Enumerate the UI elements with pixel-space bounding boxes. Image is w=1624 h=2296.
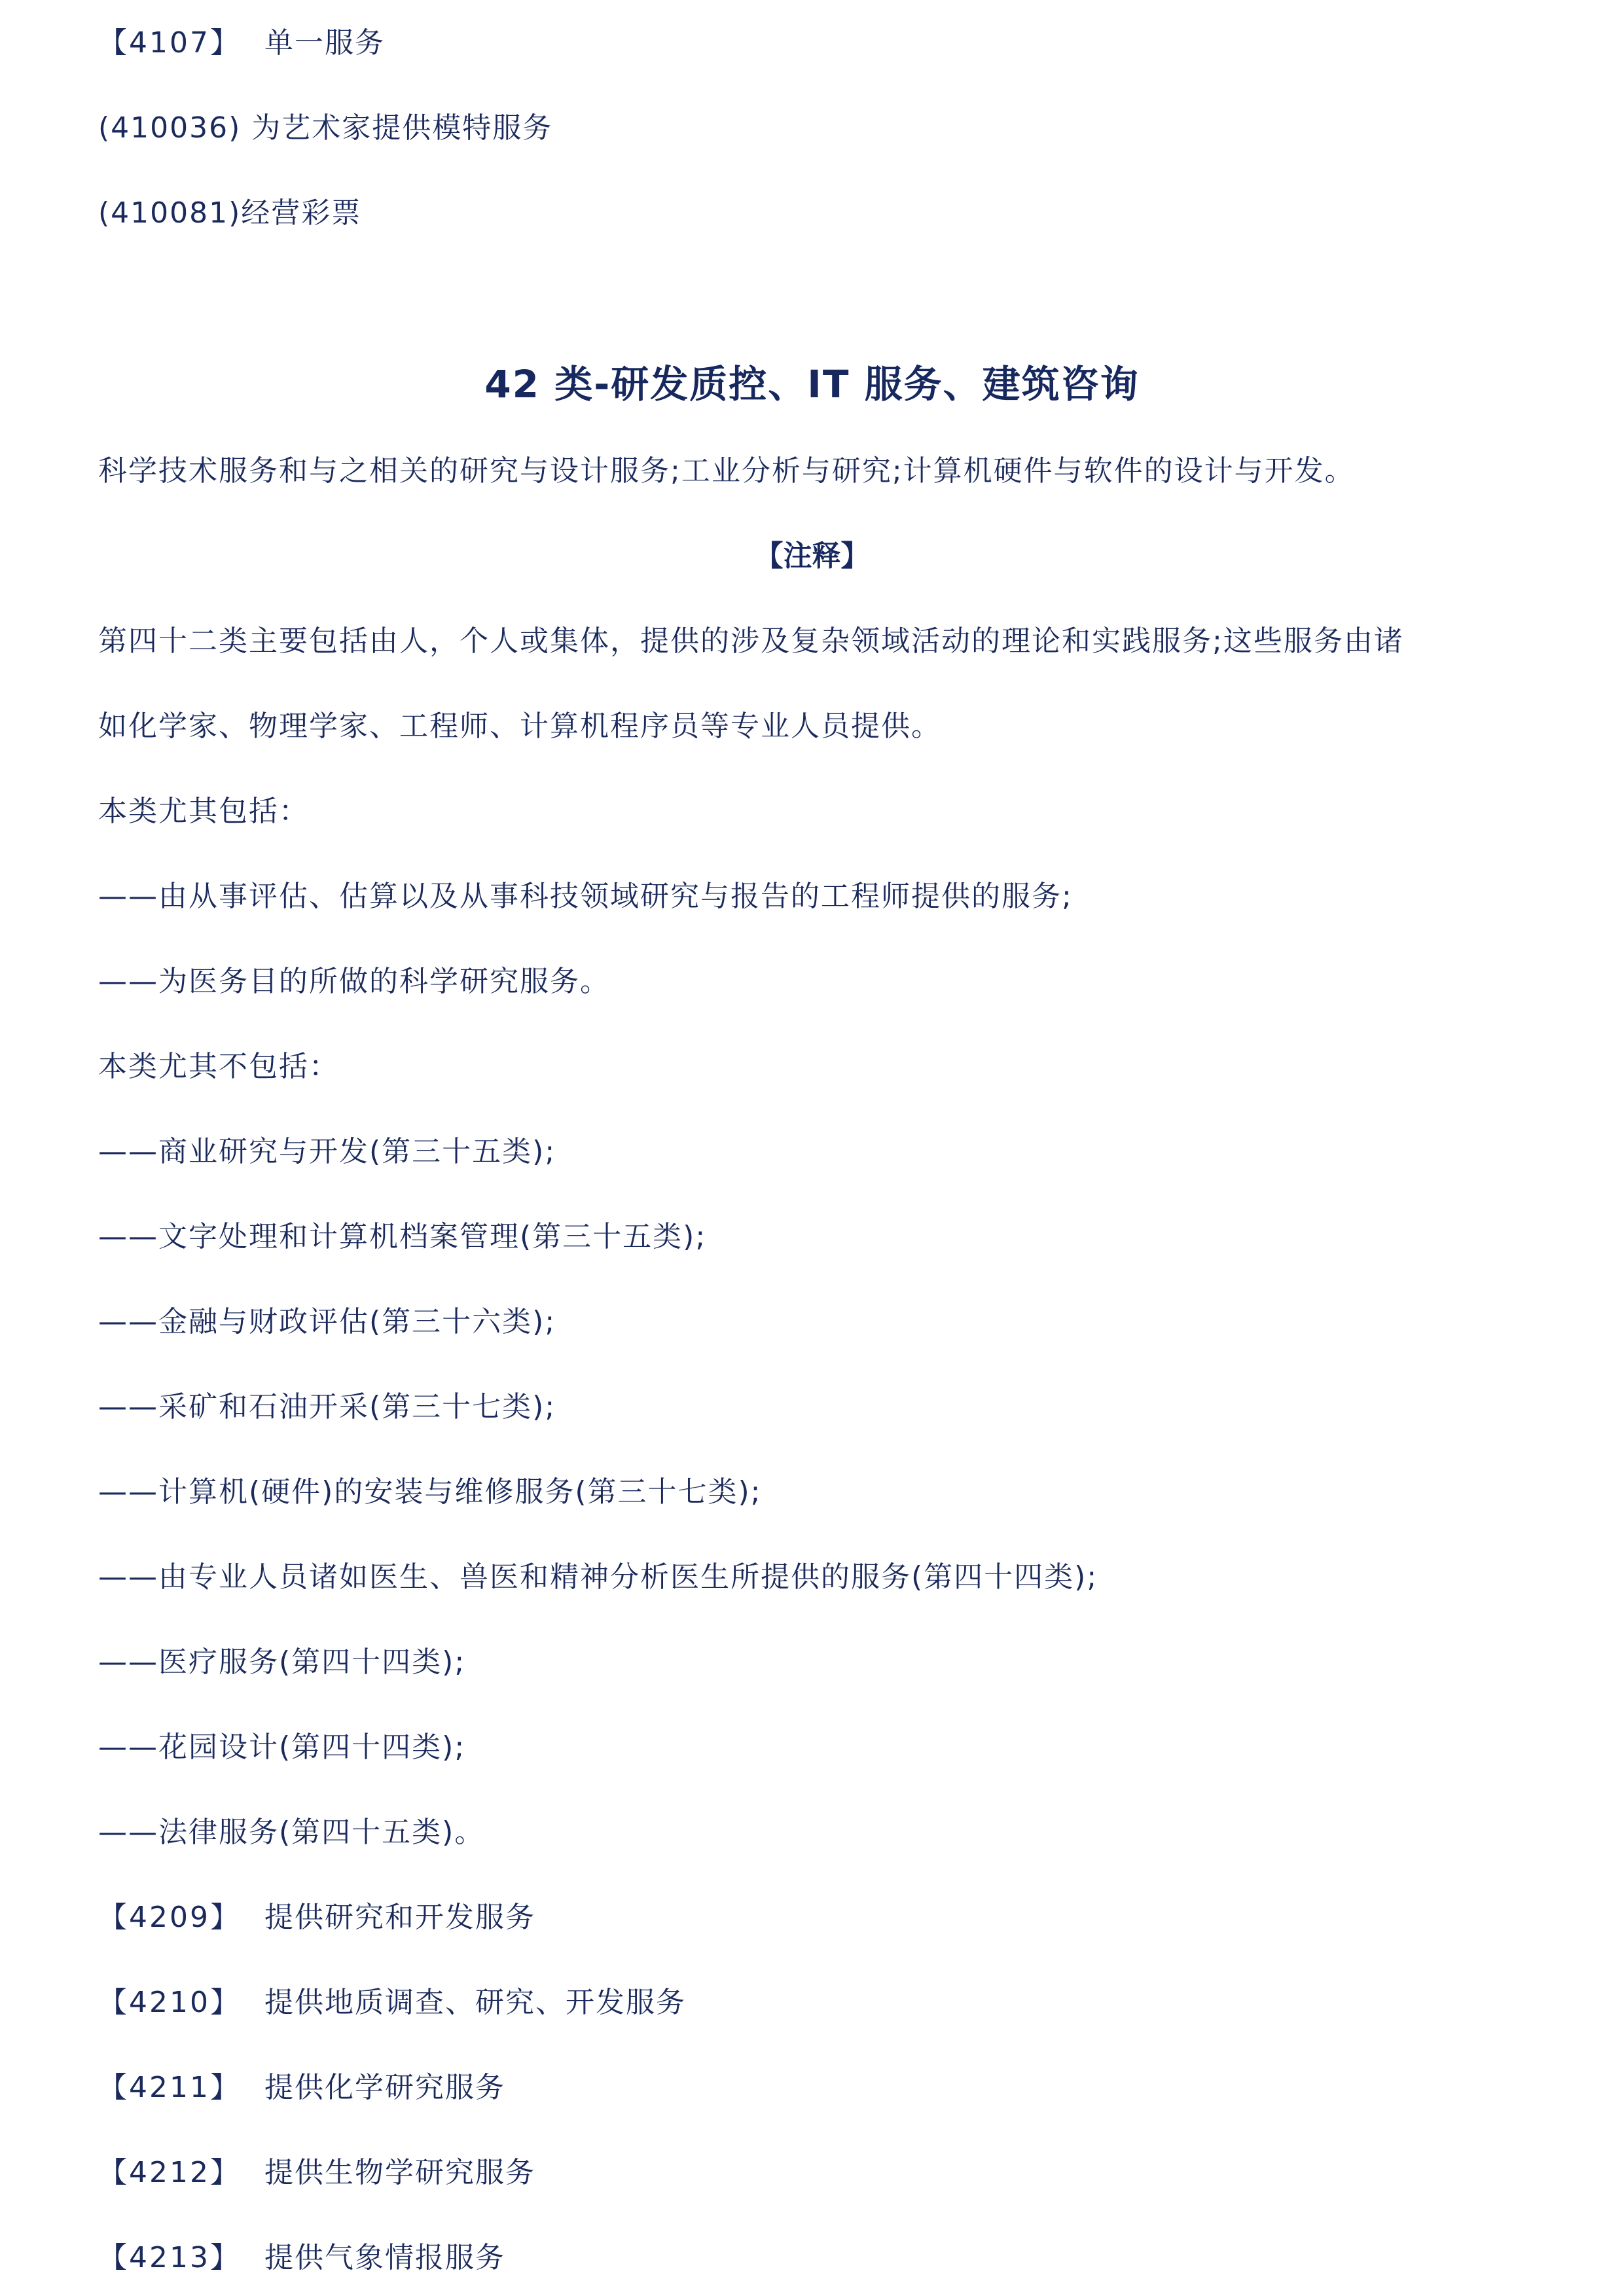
group-code: 【4213】 [98,2241,241,2274]
excludes-item: ——由专业人员诸如医生、兽医和精神分析医生所提供的服务(第四十四类); [98,1560,1098,1594]
includes-item: ——由从事评估、估算以及从事科技领域研究与报告的工程师提供的服务; [98,880,1073,913]
note-paragraph-line-2: 如化学家、物理学家、工程师、计算机程序员等专业人员提供。 [98,709,941,743]
group-title: 提供气象情报服务 [264,2241,505,2274]
includes-item: ——为医务目的所做的科学研究服务。 [98,965,610,998]
group-code: 【4210】 [98,1986,241,2019]
group-title: 单一服务 [264,26,385,60]
group-code: 【4212】 [98,2156,241,2189]
group-4212 [98,2155,535,2191]
excludes-item: ——商业研究与开发(第三十五类); [98,1135,556,1168]
section-summary: 科学技术服务和与之相关的研究与设计服务;工业分析与研究;计算机硬件与软件的设计与开发。 [98,454,1355,488]
excludes-item: ——计算机(硬件)的安装与维修服务(第三十七类); [98,1475,762,1509]
excludes-item: ——采矿和石油开采(第三十七类); [98,1390,556,1424]
excludes-item: ——医疗服务(第四十四类); [98,1645,466,1679]
group-title: 提供生物学研究服务 [264,2156,535,2189]
group-code: 【4211】 [98,2071,241,2104]
note-heading: 【注释】 [754,539,870,573]
group-title: 提供研究和开发服务 [264,1901,535,1934]
excludes-item: ——文字处理和计算机档案管理(第三十五类); [98,1220,707,1253]
group-code: 【4107】 [98,26,241,60]
list-item-410081: (410081)经营彩票 [98,196,362,230]
section-title: 42 类-研发质控、IT 服务、建筑咨询 [484,362,1140,406]
excludes-item: ——金融与财政评估(第三十六类); [98,1305,556,1338]
note-paragraph-line-1: 第四十二类主要包括由人，个人或集体，提供的涉及复杂领域活动的理论和实践服务;这些服务由诸 [98,624,1404,658]
group-title: 提供地质调查、研究、开发服务 [264,1986,686,2019]
group-4210 [98,1984,686,2021]
list-item-410036: (410036) 为艺术家提供模特服务 [98,111,553,145]
includes-heading: 本类尤其包括： [98,795,309,828]
excludes-item: ——花园设计(第四十四类); [98,1731,466,1764]
excludes-heading: 本类尤其不包括： [98,1050,339,1083]
group-title: 提供化学研究服务 [264,2071,505,2104]
group-code: 【4209】 [98,1901,241,1934]
excludes-item: ——法律服务(第四十五类)。 [98,1816,485,1849]
group-4209 [98,1899,535,1936]
group-4107 [98,25,385,62]
group-4213 [98,2240,505,2276]
group-4211 [98,2070,505,2106]
